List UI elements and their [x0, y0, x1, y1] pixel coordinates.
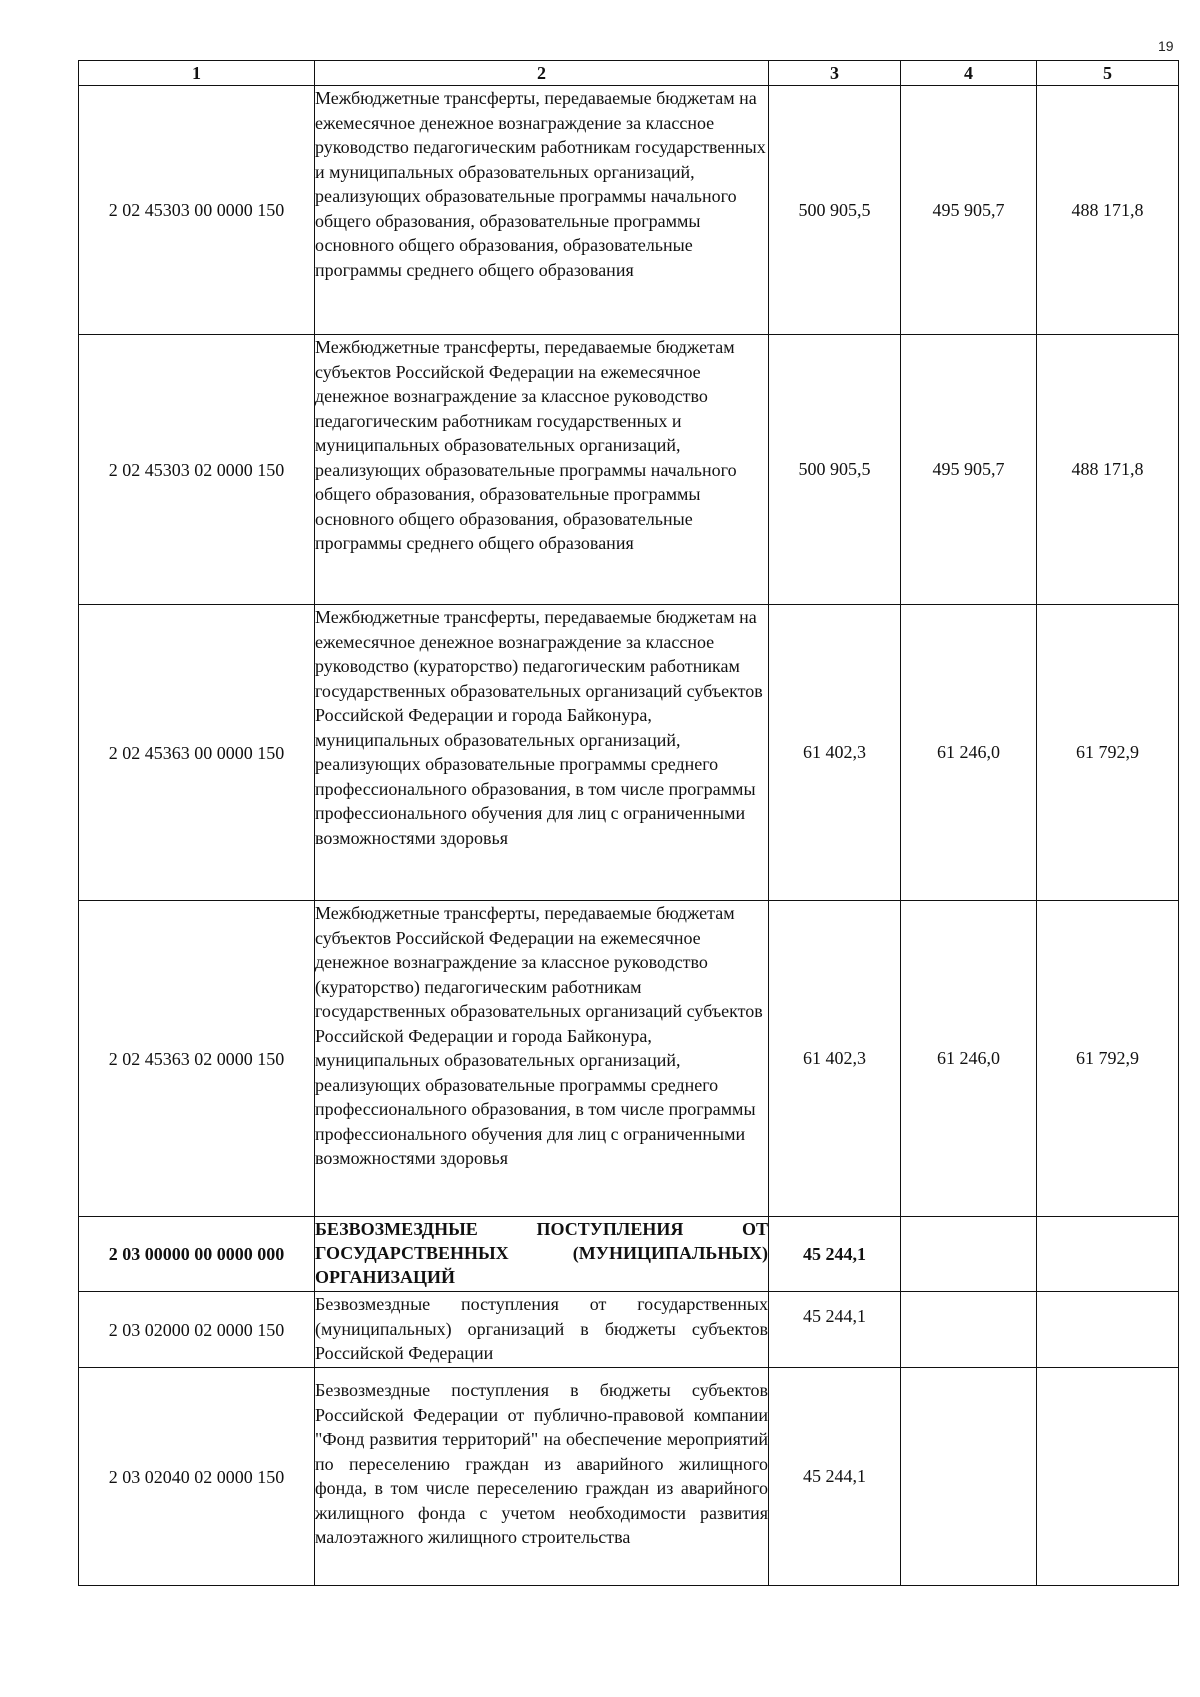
- value-col3: 45 244,1: [769, 1217, 901, 1292]
- column-header-2: 2: [315, 61, 769, 86]
- table-header-row: [79, 61, 1179, 86]
- value-col5: [1037, 1292, 1179, 1368]
- page-number: 19: [1158, 38, 1174, 54]
- row-description: Безвозмездные поступления от государственных (муниципальных) организаций в бюджеты субъектов Российской Федерации: [315, 1292, 769, 1368]
- value-col4: 495 905,7: [901, 86, 1037, 335]
- value-col3: 61 402,3: [769, 605, 901, 901]
- column-header-1: 1: [79, 61, 315, 86]
- row-description: Межбюджетные трансферты, передаваемые бюджетам субъектов Российской Федерации на ежемесячное денежное вознаграждение за классное руководство (кураторство) педагогическим работникам государственных образовательных организаций субъектов Российской Федерации и города Байконура, муниципальных образовательных организаций, реализующих образовательные программы среднего профессионального образования, в том числе программы профессионального обучения для лиц с ограниченными возможностями здоровья: [315, 901, 769, 1217]
- budget-code: 2 03 00000 00 0000 000: [79, 1217, 315, 1292]
- table-row: [79, 1217, 1179, 1292]
- budget-table: [78, 60, 1179, 1586]
- budget-code: 2 03 02040 02 0000 150: [79, 1368, 315, 1586]
- row-description: Межбюджетные трансферты, передаваемые бюджетам на ежемесячное денежное вознаграждение за классное руководство педагогическим работникам государственных и муниципальных образовательных организаций, реализующих образовательные программы начального общего образования, образовательные программы основного общего образования, образовательные программы среднего общего образования: [315, 86, 769, 335]
- value-col4: [901, 1217, 1037, 1292]
- value-col3: 500 905,5: [769, 335, 901, 605]
- row-description: Межбюджетные трансферты, передаваемые бюджетам субъектов Российской Федерации на ежемесячное денежное вознаграждение за классное руководство педагогическим работникам государственных и муниципальных образовательных организаций, реализующих образовательные программы начального общего образования, образовательные программы основного общего образования, образовательные программы среднего общего образования: [315, 335, 769, 605]
- budget-code: 2 02 45363 02 0000 150: [79, 901, 315, 1217]
- budget-code: 2 02 45303 00 0000 150: [79, 86, 315, 335]
- value-col5: [1037, 1368, 1179, 1586]
- value-col3: 45 244,1: [769, 1292, 901, 1368]
- table-row: [79, 605, 1179, 901]
- value-col4: 61 246,0: [901, 605, 1037, 901]
- value-col5: 488 171,8: [1037, 335, 1179, 605]
- value-col3: 500 905,5: [769, 86, 901, 335]
- column-header-5: 5: [1037, 61, 1179, 86]
- value-col5: [1037, 1217, 1179, 1292]
- row-description: Безвозмездные поступления в бюджеты субъектов Российской Федерации от публично-правовой компании "Фонд развития территорий" на обеспечение мероприятий по переселению граждан из аварийного жилищного фонда, в том числе переселению граждан из аварийного жилищного фонда с учетом необходимости развития малоэтажного жилищного строительства: [315, 1368, 769, 1586]
- value-col4: [901, 1368, 1037, 1586]
- table-row: [79, 86, 1179, 335]
- column-header-3: 3: [769, 61, 901, 86]
- value-col3: 61 402,3: [769, 901, 901, 1217]
- budget-code: 2 03 02000 02 0000 150: [79, 1292, 315, 1368]
- table-row: [79, 1368, 1179, 1586]
- table-row: [79, 901, 1179, 1217]
- value-col4: 61 246,0: [901, 901, 1037, 1217]
- value-col5: 61 792,9: [1037, 901, 1179, 1217]
- value-col5: 61 792,9: [1037, 605, 1179, 901]
- table-row: [79, 1292, 1179, 1368]
- value-col3: 45 244,1: [769, 1368, 901, 1586]
- value-col4: [901, 1292, 1037, 1368]
- row-description: Межбюджетные трансферты, передаваемые бюджетам на ежемесячное денежное вознаграждение за классное руководство (кураторство) педагогическим работникам государственных образовательных организаций субъектов Российской Федерации и города Байконура, муниципальных образовательных организаций, реализующих образовательные программы среднего профессионального образования, в том числе программы профессионального обучения для лиц с ограниченными возможностями здоровья: [315, 605, 769, 901]
- budget-code: 2 02 45303 02 0000 150: [79, 335, 315, 605]
- budget-code: 2 02 45363 00 0000 150: [79, 605, 315, 901]
- value-col5: 488 171,8: [1037, 86, 1179, 335]
- column-header-4: 4: [901, 61, 1037, 86]
- row-description: БЕЗВОЗМЕЗДНЫЕ ПОСТУПЛЕНИЯ ОТ ГОСУДАРСТВЕННЫХ (МУНИЦИПАЛЬНЫХ) ОРГАНИЗАЦИЙ: [315, 1217, 769, 1292]
- table-row: [79, 335, 1179, 605]
- value-col4: 495 905,7: [901, 335, 1037, 605]
